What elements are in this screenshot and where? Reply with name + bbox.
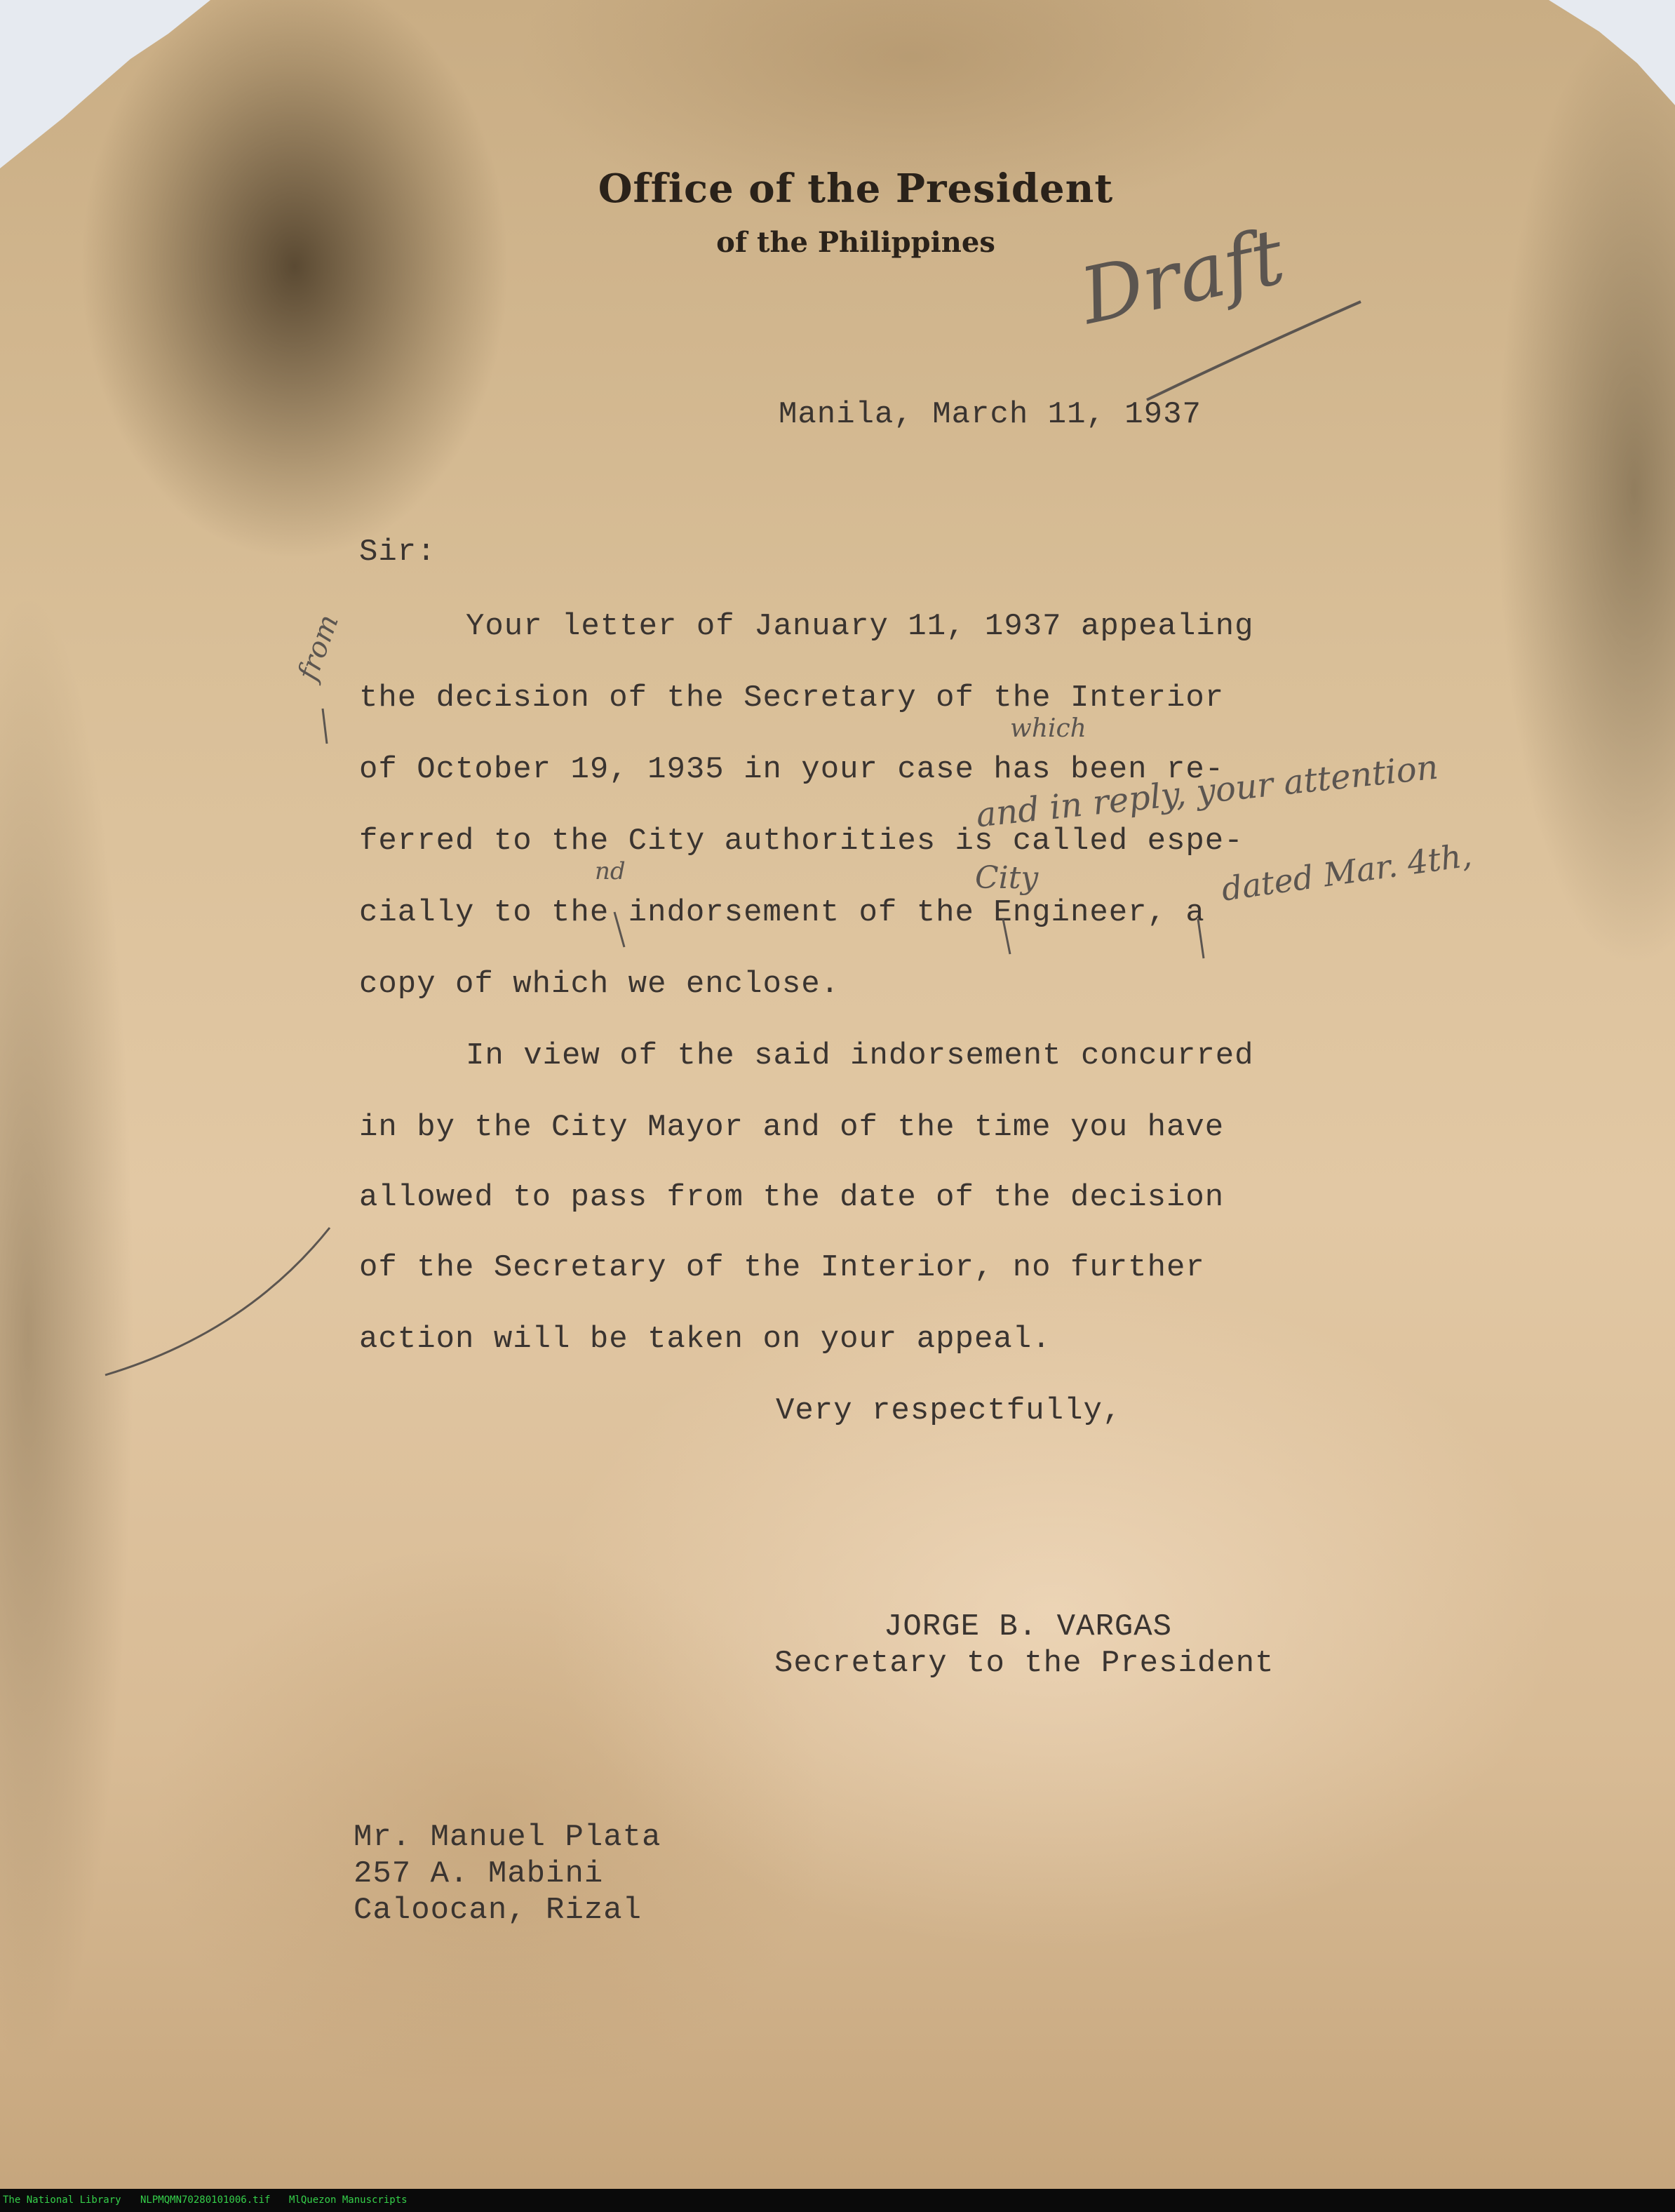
signer-name: JORGE B. VARGAS (884, 1609, 1173, 1644)
signer-title: Secretary to the President (774, 1646, 1274, 1681)
handwritten-draft-note: Draft (1072, 211, 1292, 342)
p1-line-2: the decision of the Secretary of the Interior (359, 681, 1225, 716)
footer-library: The National Library (3, 2194, 121, 2206)
handwritten-and-in-reply: and in reply, your attention (974, 747, 1440, 836)
p1-line-6: copy of which we enclose. (359, 967, 840, 1002)
p2-line-4: of the Secretary of the Interior, no further (359, 1250, 1205, 1285)
p2-line-3: allowed to pass from the date of the decision (359, 1180, 1225, 1215)
addressee-name: Mr. Manuel Plata (354, 1820, 661, 1855)
archive-footer-bar (0, 2189, 1675, 2212)
p2-line-1: In view of the said indorsement concurred (466, 1038, 1254, 1073)
p2-line-5: action will be taken on your appeal. (359, 1322, 1051, 1357)
handwritten-from: from (291, 610, 345, 685)
handwritten-dated: dated Mar. 4th, (1218, 836, 1474, 909)
p1-line-4: ferred to the City authorities is called espe- (359, 824, 1244, 859)
handwritten-nd: nd (595, 857, 626, 885)
letterhead-title: Office of the President (598, 166, 1114, 212)
p2-line-2: in by the City Mayor and of the time you have (359, 1110, 1225, 1145)
handwritten-which: which (1010, 714, 1087, 743)
footer-collection: MlQuezon Manuscripts (289, 2194, 408, 2206)
addressee-city: Caloocan, Rizal (354, 1893, 643, 1928)
salutation: Sir: (359, 535, 436, 570)
addressee-street: 257 A. Mabini (354, 1856, 604, 1891)
p1-line-3: of October 19, 1935 in your case has been re- (359, 752, 1225, 787)
footer-file-id: NLPMQMN70280101006.tif (140, 2194, 271, 2206)
dateline: Manila, March 11, 1937 (779, 397, 1202, 432)
letterhead-subtitle: of the Philippines (716, 226, 995, 259)
p1-line-1: Your letter of January 11, 1937 appealing (466, 609, 1254, 644)
closing: Very respectfully, (776, 1393, 1122, 1428)
handwritten-city: City (975, 860, 1039, 896)
p1-line-5: cially to the indorsement of the Engineer, a (359, 895, 1205, 930)
